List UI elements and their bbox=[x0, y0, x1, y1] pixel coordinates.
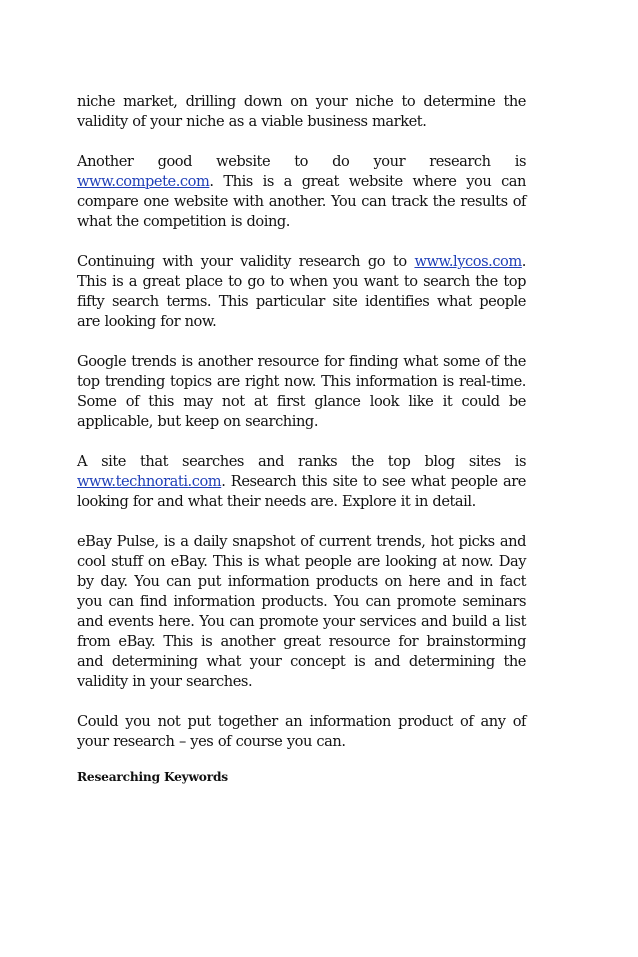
paragraph-text: Another good website to do your research is bbox=[77, 153, 526, 170]
paragraph-lycos bbox=[77, 252, 526, 332]
compete-link[interactable]: www.compete.com bbox=[77, 173, 210, 190]
paragraph-information-product: Could you not put together an information product of any of your research – yes of course you can. bbox=[77, 713, 526, 750]
paragraph-text: . Research this site to see what people are looking for and what their needs are. Explore it in detail. bbox=[77, 473, 526, 510]
paragraph-compete bbox=[77, 152, 526, 232]
paragraph-text: A site that searches and ranks the top blog sites is bbox=[77, 453, 526, 470]
section-heading-researching-keywords: Researching Keywords bbox=[77, 770, 228, 784]
paragraph-text: Continuing with your validity research go to bbox=[77, 253, 415, 270]
paragraph-google-trends: Google trends is another resource for finding what some of the top trending topics are right now. This information is real-time. Some of this may not at first glance look like it could be applicable, but keep on searching. bbox=[77, 353, 526, 430]
technorati-link[interactable]: www.technorati.com bbox=[77, 473, 222, 490]
paragraph-ebay-pulse: eBay Pulse, is a daily snapshot of current trends, hot picks and cool stuff on eBay. This is what people are looking at now. Day by day. You can put information products on here and in fact you can find information products. You can promote seminars and events here. You can promote your services and build a list from eBay. This is another great resource for brainstorming and determining what your concept is and determining the validity in your searches. bbox=[77, 533, 526, 690]
paragraph-text: . This is a great place to go to when you want to search the top fifty search terms. This particular site identifies what people are looking for now. bbox=[77, 253, 526, 330]
paragraph-technorati bbox=[77, 452, 526, 512]
lycos-link[interactable]: www.lycos.com bbox=[414, 253, 522, 270]
paragraph-text: . This is a great website where you can compare one website with another. You can track the results of what the competition is doing. bbox=[77, 173, 526, 230]
paragraph-niche-market: niche market, drilling down on your niche to determine the validity of your niche as a viable business market. bbox=[77, 93, 526, 130]
